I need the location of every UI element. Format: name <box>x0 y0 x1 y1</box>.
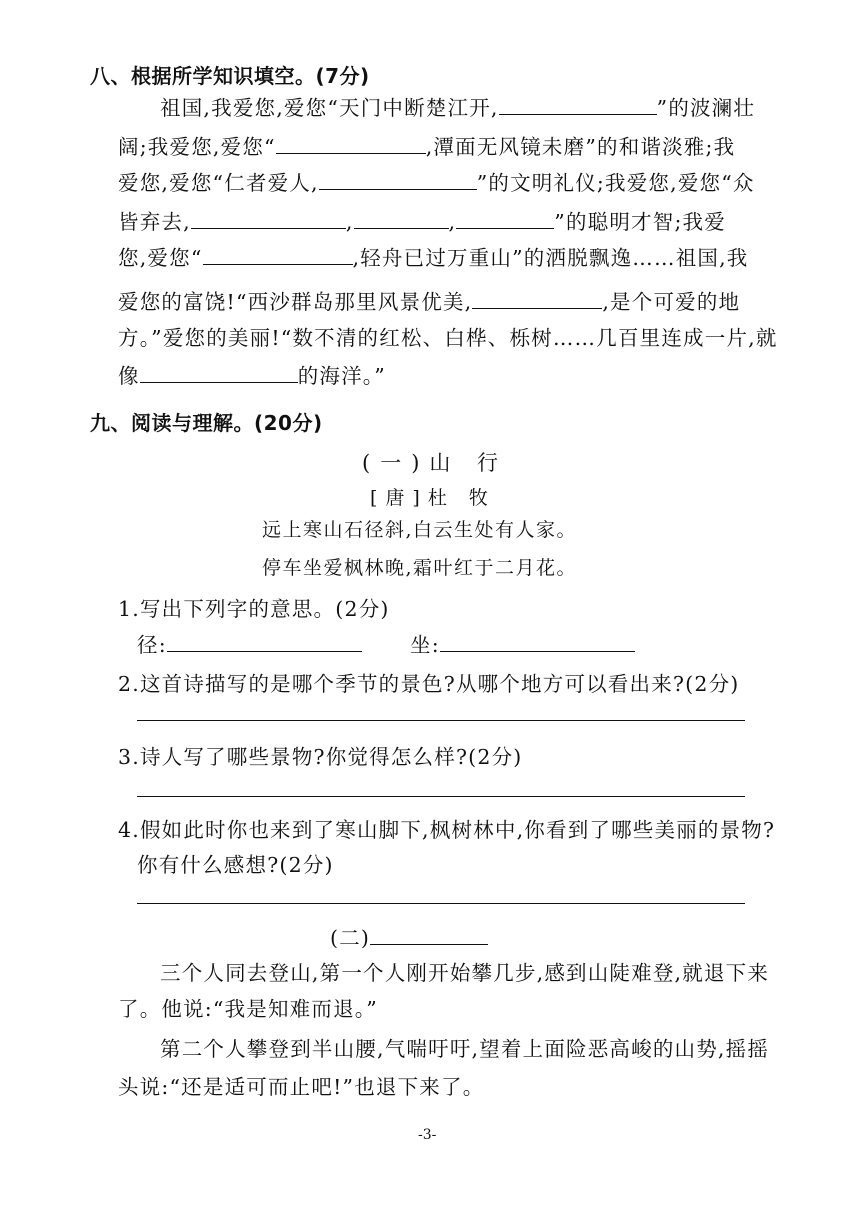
fill-blank-6[interactable] <box>456 210 554 229</box>
question-3: 3.诗人写了哪些景物?你觉得怎么样?(2分) <box>118 745 523 769</box>
fill-blank-2[interactable] <box>276 135 426 154</box>
fill-blank-1[interactable] <box>499 96 657 115</box>
question-1: 1.写出下列字的意思。(2分) <box>118 597 390 621</box>
passage-2-p2-line-2: 头说:“还是适可而止吧!”也退下来了。 <box>118 1075 485 1099</box>
poem-author: [唐]杜 牧 <box>370 487 496 509</box>
section-9-title: 九、阅读与理解。(20分) <box>90 411 323 435</box>
passage-2-p2-line-1: 第二个人攀登到半山腰,气喘吁吁,望着上面险恶高峻的山势,摇摇 <box>160 1037 770 1061</box>
poem-line-2: 停车坐爱枫林晚,霜叶红于二月花。 <box>262 557 578 579</box>
q1-answer-blank-2[interactable] <box>440 633 635 652</box>
passage-2-title-blank[interactable] <box>370 926 488 945</box>
section-8-title: 八、根据所学知识填空。(7分) <box>90 64 370 88</box>
fill-blank-9[interactable] <box>140 364 298 383</box>
s8-line-8: 像 的海洋。” <box>118 364 386 388</box>
page-number: -3- <box>418 1127 437 1143</box>
q3-answer-line[interactable] <box>137 796 745 797</box>
poem-title: (一)山 行 <box>362 451 509 475</box>
s8-line-4: 皆弃去, , , ”的聪明才智;我爱 <box>118 210 726 234</box>
fill-blank-5[interactable] <box>354 210 449 229</box>
s8-line-2: 阔;我爱您,爱您“ ,潭面无风镜未磨”的和谐淡雅;我 <box>118 135 736 159</box>
s8-line-6: 爱您的富饶!“西沙群岛那里风景优美, ,是个可爱的地 <box>118 290 741 314</box>
fill-blank-8[interactable] <box>472 290 602 309</box>
q1-word-jing: 径: <box>137 628 362 658</box>
question-4-line-1: 4.假如此时你也来到了寒山脚下,枫树林中,你看到了哪些美丽的景物? <box>118 818 776 842</box>
q4-answer-line[interactable] <box>137 903 745 904</box>
q2-answer-line[interactable] <box>137 720 745 721</box>
question-4-line-2: 你有什么感想?(2分) <box>137 853 334 877</box>
poem-line-1: 远上寒山石径斜,白云生处有人家。 <box>262 519 578 541</box>
s8-line-1: 祖国,我爱您,爱您“天门中断楚江开, ”的波澜壮 <box>160 96 756 120</box>
q1-answer-blank-1[interactable] <box>167 633 362 652</box>
s8-line-5: 您,爱您“ ,轻舟已过万重山”的洒脱飘逸……祖国,我 <box>118 246 749 270</box>
passage-2-title: (二) <box>330 921 488 951</box>
q1-word-zuo: 坐: <box>410 628 635 658</box>
passage-2-p1-line-1: 三个人同去登山,第一个人刚开始攀几步,感到山陡难登,就退下来 <box>160 961 770 985</box>
fill-blank-7[interactable] <box>203 246 353 265</box>
fill-blank-4[interactable] <box>191 210 346 229</box>
passage-2-p1-line-2: 了。他说:“我是知难而退。” <box>118 997 378 1021</box>
question-2: 2.这首诗描写的是哪个季节的景色?从哪个地方可以看出来?(2分) <box>118 672 740 696</box>
s8-line-3: 爱您,爱您“仁者爱人, ”的文明礼仪;我爱您,爱您“众 <box>118 171 755 195</box>
s8-line-7: 方。”爱您的美丽!“数不清的红松、白桦、栎树……几百里连成一片,就 <box>118 326 778 350</box>
fill-blank-3[interactable] <box>319 171 477 190</box>
